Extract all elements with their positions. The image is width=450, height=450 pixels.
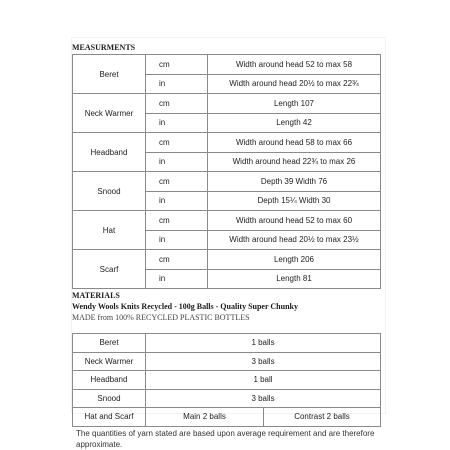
unit-in: in: [146, 74, 208, 94]
measurements-heading: MEASURMENTS: [72, 43, 136, 52]
yarn-origin: MADE from 100% RECYCLED PLASTIC BOTTLES: [72, 313, 250, 322]
measurement-in: Length 42: [208, 113, 381, 133]
table-row: [73, 172, 381, 192]
material-item: Headband: [73, 371, 146, 390]
yarn-description: Wendy Wools Knits Recycled - 100g Balls - Quality Super Chunky: [72, 302, 298, 311]
measurement-item: Snood: [73, 172, 146, 211]
material-item: Beret: [73, 334, 146, 353]
main-quantity: Main 2 balls: [146, 408, 264, 427]
material-item: Neck Warmer: [73, 352, 146, 371]
materials-table: [72, 333, 381, 427]
quantity-note: The quantities of yarn stated are based upon average requirement and are therefore approximate.: [76, 429, 375, 449]
measurement-cm: Width around head 52 to max 58: [208, 55, 381, 75]
material-quantity: 3 balls: [146, 352, 381, 371]
unit-cm: cm: [146, 55, 208, 75]
measurement-in: Length 81: [208, 269, 381, 289]
material-item: Snood: [73, 389, 146, 408]
unit-cm: cm: [146, 250, 208, 270]
table-row: [73, 211, 381, 231]
material-quantity: 1 ball: [146, 371, 381, 390]
measurement-cm: Length 206: [208, 250, 381, 270]
table-row: [73, 389, 381, 408]
measurement-item: Beret: [73, 55, 146, 94]
table-row: [73, 352, 381, 371]
measurement-in: Width around head 22¾ to max 26: [208, 152, 381, 172]
table-row: [73, 133, 381, 153]
materials-section: [72, 290, 380, 323]
measurement-in: Width around head 20½ to max 23½: [208, 230, 381, 250]
table-row: [73, 55, 381, 75]
material-quantity: 3 balls: [146, 389, 381, 408]
unit-cm: cm: [146, 94, 208, 114]
measurement-cm: Width around head 52 to max 60: [208, 211, 381, 231]
unit-cm: cm: [146, 172, 208, 192]
measurements-table: [72, 54, 381, 289]
measurement-in: Width around head 20½ to max 22¾: [208, 74, 381, 94]
table-row: [73, 408, 381, 427]
unit-in: in: [146, 113, 208, 133]
measurement-item: Hat: [73, 211, 146, 250]
unit-cm: cm: [146, 133, 208, 153]
measurement-item: Neck Warmer: [73, 94, 146, 133]
unit-in: in: [146, 191, 208, 211]
contrast-quantity: Contrast 2 balls: [264, 408, 381, 427]
measurement-cm: Depth 39 Width 76: [208, 172, 381, 192]
material-item: Hat and Scarf: [73, 408, 146, 427]
table-row: [73, 334, 381, 353]
unit-in: in: [146, 269, 208, 289]
measurement-in: Depth 15¼ Width 30: [208, 191, 381, 211]
table-row: [73, 371, 381, 390]
table-row: [73, 94, 381, 114]
measurement-item: Headband: [73, 133, 146, 172]
measurement-item: Scarf: [73, 250, 146, 289]
pattern-page: [72, 38, 385, 449]
unit-cm: cm: [146, 211, 208, 231]
unit-in: in: [146, 152, 208, 172]
measurement-cm: Length 107: [208, 94, 381, 114]
unit-in: in: [146, 230, 208, 250]
table-row: [73, 250, 381, 270]
material-quantity: 1 balls: [146, 334, 381, 353]
materials-heading: MATERIALS: [72, 291, 120, 300]
measurement-cm: Width around head 58 to max 66: [208, 133, 381, 153]
